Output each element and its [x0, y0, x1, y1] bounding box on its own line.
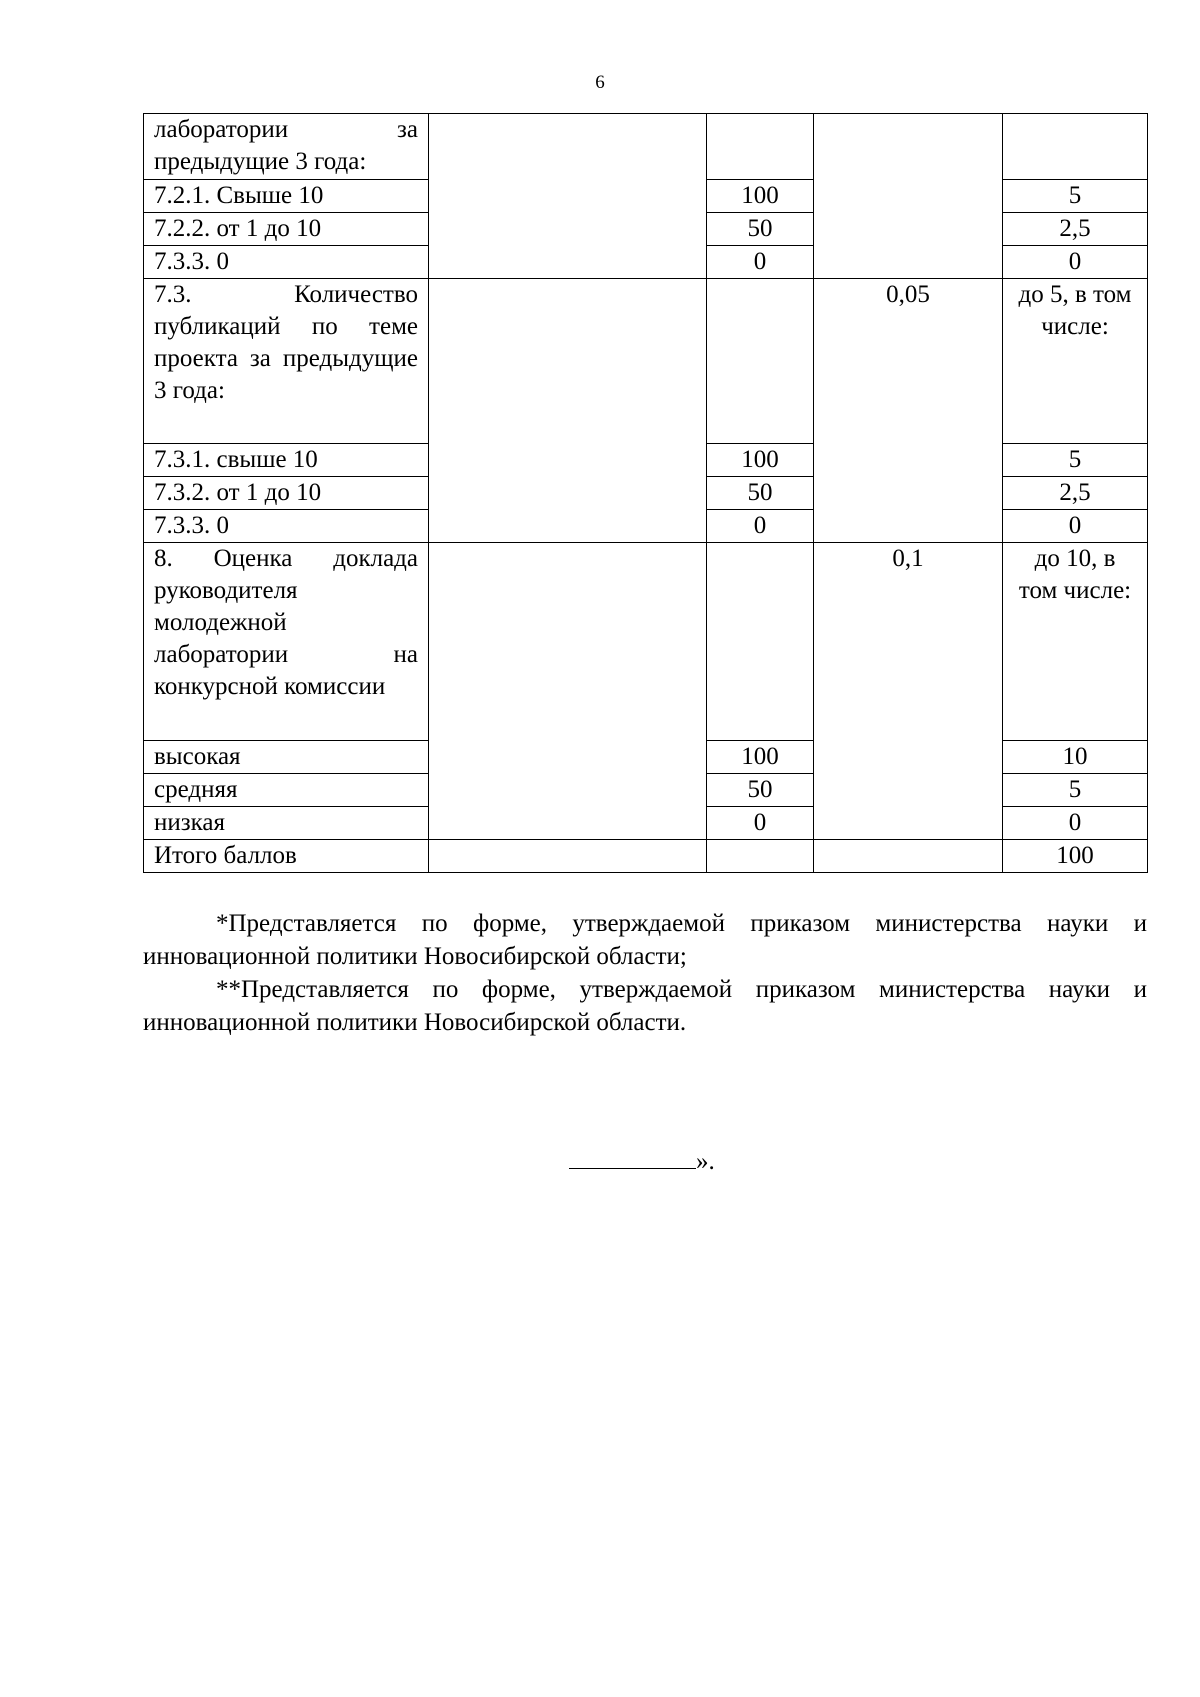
max-score-cell: до 10, в том числе: [1003, 543, 1148, 741]
max-score-cell: до 5, в том числе: [1003, 279, 1148, 444]
score-cell: 0 [707, 246, 814, 279]
criterion-label: средняя [144, 774, 429, 807]
weight-cell: 0,1 [814, 543, 1003, 840]
table-row [144, 114, 1148, 180]
criteria-cell [429, 840, 707, 873]
score-cell: 50 [707, 774, 814, 807]
score-cell: 50 [707, 477, 814, 510]
criterion-label: лаборатории за предыдущие 3 года: [144, 114, 429, 180]
closing-mark [569, 1142, 715, 1178]
criterion-label: высокая [144, 741, 429, 774]
weight-cell: 0,05 [814, 279, 1003, 543]
max-score-cell: 0 [1003, 510, 1148, 543]
criterion-label: низкая [144, 807, 429, 840]
max-score-cell: 10 [1003, 741, 1148, 774]
max-score-cell: 5 [1003, 774, 1148, 807]
max-score-cell: 5 [1003, 180, 1148, 213]
table-row-total [144, 840, 1148, 873]
closing-quote: ». [696, 1148, 715, 1175]
score-cell: 0 [707, 510, 814, 543]
criterion-label: 8. Оценка доклада руководителя молодежной лаборатории на конкурсной комиссии [144, 543, 429, 741]
score-cell [707, 114, 814, 180]
max-score-cell: 5 [1003, 444, 1148, 477]
score-cell: 100 [707, 180, 814, 213]
criteria-cell [429, 114, 707, 279]
weight-cell [814, 840, 1003, 873]
footnote-double-asterisk: **Представляется по форме, утверждаемой приказом министерства науки и инновационной политики Новосибирской области. [143, 976, 1147, 1036]
score-cell: 0 [707, 807, 814, 840]
score-cell [707, 543, 814, 741]
score-cell: 100 [707, 444, 814, 477]
criterion-label: 7.2.2. от 1 до 10 [144, 213, 429, 246]
score-cell: 50 [707, 213, 814, 246]
max-score-cell: 2,5 [1003, 213, 1148, 246]
table-row [144, 543, 1148, 741]
max-score-cell: 0 [1003, 246, 1148, 279]
criterion-label: 7.3.2. от 1 до 10 [144, 477, 429, 510]
criteria-cell [429, 279, 707, 543]
signature-underline [569, 1142, 696, 1169]
table-row [144, 279, 1148, 444]
score-cell: 100 [707, 741, 814, 774]
max-score-cell: 0 [1003, 807, 1148, 840]
footnote-single-asterisk: *Представляется по форме, утверждаемой приказом министерства науки и инновационной политики Новосибирской области; [143, 910, 1147, 970]
score-cell [707, 840, 814, 873]
criterion-label: 7.3.3. 0 [144, 510, 429, 543]
criterion-label: 7.3.3. 0 [144, 246, 429, 279]
total-label: Итого баллов [144, 840, 429, 873]
page-number: 6 [595, 72, 605, 93]
criteria-cell [429, 543, 707, 840]
criterion-label: 7.3. Количество публикаций по теме проекта за предыдущие 3 года: [144, 279, 429, 444]
footnotes [143, 907, 1147, 1039]
max-score-cell: 2,5 [1003, 477, 1148, 510]
total-score-cell: 100 [1003, 840, 1148, 873]
max-score-cell [1003, 114, 1148, 180]
scoring-table [143, 113, 1148, 873]
score-cell [707, 279, 814, 444]
weight-cell [814, 114, 1003, 279]
criterion-label: 7.3.1. свыше 10 [144, 444, 429, 477]
criterion-label: 7.2.1. Свыше 10 [144, 180, 429, 213]
